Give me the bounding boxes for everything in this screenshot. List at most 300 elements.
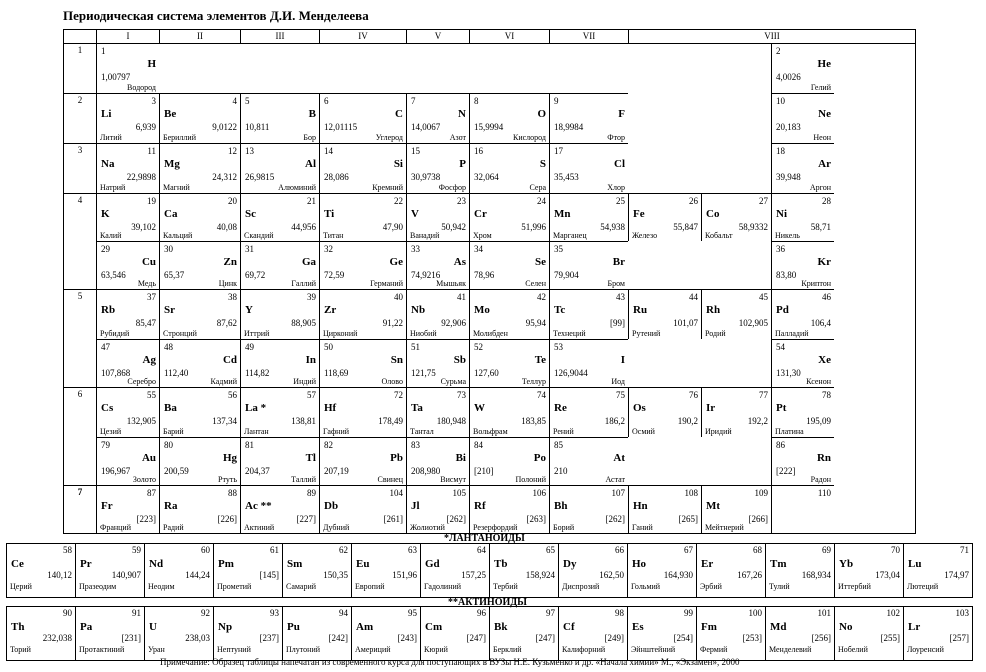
element-symbol: Ar	[818, 158, 831, 170]
atomic-number: 52	[474, 342, 483, 352]
atomic-number: 50	[324, 342, 333, 352]
atomic-number: 88	[228, 488, 237, 498]
element-name: Вольфрам	[473, 427, 508, 436]
atomic-mass: 204,37	[245, 466, 270, 476]
element-symbol: Ru	[633, 304, 648, 316]
element-symbol: Pm	[218, 558, 234, 570]
period-label: 1	[77, 45, 83, 55]
element-name: Никель	[775, 231, 800, 240]
atomic-number: 6	[324, 96, 329, 106]
group-header-7: VII	[549, 29, 628, 43]
element-cell	[96, 193, 159, 241]
element-symbol: Bk	[494, 621, 508, 633]
atomic-number: 16	[474, 146, 483, 156]
element-name: Кюрий	[424, 645, 448, 654]
group-header-4: IV	[319, 29, 406, 43]
atomic-mass: 51,996	[521, 222, 546, 232]
element-cell	[628, 193, 701, 241]
atomic-mass: 78,96	[474, 270, 495, 280]
element-symbol: Yb	[839, 558, 854, 570]
element-cell	[771, 437, 834, 485]
atomic-number: 47	[101, 342, 110, 352]
element-cell	[549, 289, 628, 339]
element-name: Титан	[323, 231, 344, 240]
element-symbol: Rb	[101, 304, 116, 316]
element-name: Иод	[611, 377, 625, 386]
atomic-number: 51	[411, 342, 420, 352]
atomic-number: 1	[101, 46, 106, 56]
element-name: Тербий	[493, 582, 518, 591]
element-cell	[144, 543, 213, 598]
atomic-mass: 54,938	[600, 222, 625, 232]
element-name: Радон	[810, 475, 831, 484]
atomic-number: 4	[232, 96, 237, 106]
element-symbol: Ta	[411, 402, 423, 414]
element-cell	[696, 543, 765, 598]
element-name: Селен	[525, 279, 546, 288]
element-symbol: Sn	[390, 354, 403, 366]
element-symbol: F	[618, 108, 625, 120]
element-cell	[351, 606, 420, 661]
atomic-number: 103	[955, 608, 969, 618]
atomic-mass: 92,906	[441, 318, 466, 328]
element-name: Технеций	[553, 329, 586, 338]
element-name: Водород	[126, 83, 156, 92]
element-cell	[469, 339, 549, 387]
element-name: Ганий	[632, 523, 653, 532]
element-symbol: Be	[164, 108, 177, 120]
element-cell	[469, 143, 549, 193]
element-cell	[213, 606, 282, 661]
atomic-mass: 20,183	[776, 122, 801, 132]
atomic-mass: [265]	[678, 514, 698, 524]
element-cell	[159, 193, 240, 241]
element-name: Гадолиний	[424, 582, 462, 591]
element-name: Алюминий	[278, 183, 316, 192]
element-cell	[549, 93, 628, 143]
atomic-mass: 195,09	[806, 416, 831, 426]
element-cell	[771, 289, 834, 339]
atomic-number: 58	[63, 545, 72, 555]
atomic-number: 18	[776, 146, 785, 156]
atomic-number: 85	[554, 440, 563, 450]
atomic-number: 34	[474, 244, 483, 254]
atomic-number: 40	[394, 292, 403, 302]
element-symbol: Sr	[164, 304, 175, 316]
element-cell	[240, 143, 319, 193]
element-symbol: Hn	[633, 500, 648, 512]
atomic-number: 108	[684, 488, 698, 498]
element-name: Мышьяк	[436, 279, 466, 288]
atomic-number: 7	[411, 96, 416, 106]
atomic-mass: 173,04	[875, 570, 900, 580]
atomic-number: 44	[689, 292, 698, 302]
atomic-mass: 121,75	[411, 368, 436, 378]
triad-right-border	[915, 387, 916, 437]
atomic-mass: 22,9898	[126, 172, 156, 182]
element-symbol: Se	[535, 256, 546, 268]
atomic-mass: 132,905	[126, 416, 156, 426]
atomic-mass: 58,9332	[738, 222, 768, 232]
atomic-number: 65	[546, 545, 555, 555]
element-name: Ксенон	[806, 377, 831, 386]
atomic-number: 54	[776, 342, 785, 352]
element-cell	[549, 339, 628, 387]
element-name: Гелий	[810, 83, 831, 92]
period-label: 2	[77, 95, 83, 105]
atomic-mass: 35,453	[554, 172, 579, 182]
atomic-number: 92	[201, 608, 210, 618]
element-cell	[282, 606, 351, 661]
element-symbol: Ce	[11, 558, 24, 570]
element-symbol: Fm	[701, 621, 717, 633]
element-cell	[549, 143, 628, 193]
element-cell	[159, 387, 240, 437]
element-cell	[144, 606, 213, 661]
atomic-number: 62	[339, 545, 348, 555]
element-cell	[75, 606, 144, 661]
element-cell	[701, 289, 771, 339]
element-symbol: Os	[633, 402, 646, 414]
atomic-mass: 88,905	[291, 318, 316, 328]
atomic-number: 20	[228, 196, 237, 206]
element-cell	[75, 543, 144, 598]
element-name: Лютеций	[907, 582, 939, 591]
element-cell	[771, 93, 834, 143]
period-label: 4	[77, 195, 83, 205]
element-symbol: La *	[245, 402, 267, 414]
element-cell	[628, 485, 701, 533]
atomic-mass: [242]	[328, 633, 348, 643]
element-symbol: Sb	[453, 354, 466, 366]
atomic-number: 64	[477, 545, 486, 555]
element-name: Рутений	[632, 329, 661, 338]
element-name: Плутоний	[286, 645, 321, 654]
atomic-number: 45	[759, 292, 768, 302]
atomic-number: 26	[689, 196, 698, 206]
element-name: Ниобий	[410, 329, 437, 338]
element-symbol: Zr	[324, 304, 337, 316]
element-name: Осмий	[632, 427, 655, 436]
atomic-number: 72	[394, 390, 403, 400]
atomic-number: 69	[822, 545, 831, 555]
element-symbol: Au	[141, 452, 156, 464]
atomic-number: 42	[537, 292, 546, 302]
element-symbol: N	[458, 108, 466, 120]
period-divider	[63, 93, 97, 94]
atomic-mass: [262]	[605, 514, 625, 524]
element-name: Эрбий	[700, 582, 722, 591]
atomic-mass: 58,71	[810, 222, 831, 232]
element-symbol: Mt	[706, 500, 721, 512]
element-cell	[771, 339, 834, 387]
atomic-number: 75	[616, 390, 625, 400]
element-cell	[319, 387, 406, 437]
element-name: Калий	[100, 231, 122, 240]
element-name: Неодим	[148, 582, 175, 591]
element-symbol: U	[149, 621, 157, 633]
element-name: Галлий	[291, 279, 316, 288]
element-symbol: Cs	[101, 402, 114, 414]
element-name: Франций	[100, 523, 131, 532]
element-name: Иттербий	[838, 582, 871, 591]
element-name: Берклий	[493, 645, 522, 654]
atomic-number: 39	[307, 292, 316, 302]
atomic-number: 97	[546, 608, 555, 618]
element-cell	[319, 437, 406, 485]
atomic-number: 81	[245, 440, 254, 450]
element-symbol: O	[537, 108, 546, 120]
atomic-mass: 167,26	[737, 570, 762, 580]
atomic-mass: 30,9738	[411, 172, 441, 182]
element-name: Литий	[100, 133, 122, 142]
element-cell	[240, 93, 319, 143]
element-name: Самарий	[286, 582, 317, 591]
atomic-mass: [262]	[446, 514, 466, 524]
element-cell	[903, 543, 972, 598]
atomic-mass: 83,80	[776, 270, 797, 280]
element-name: Америций	[355, 645, 391, 654]
element-symbol: Mo	[474, 304, 490, 316]
atomic-mass: 140,12	[47, 570, 72, 580]
element-cell	[159, 437, 240, 485]
element-name: Золото	[132, 475, 156, 484]
element-symbol: Lr	[908, 621, 921, 633]
element-symbol: Nd	[149, 558, 164, 570]
element-cell	[319, 485, 406, 533]
atomic-mass: 24,312	[212, 172, 237, 182]
atomic-number: 5	[245, 96, 250, 106]
element-cell	[701, 193, 771, 241]
element-cell	[96, 143, 159, 193]
atomic-number: 36	[776, 244, 785, 254]
element-name: Церий	[10, 582, 32, 591]
element-cell	[549, 241, 628, 289]
atomic-mass: [99]	[610, 318, 625, 328]
element-symbol: Cm	[425, 621, 443, 633]
atomic-number: 100	[748, 608, 762, 618]
atomic-number: 2	[776, 46, 781, 56]
element-cell	[159, 339, 240, 387]
element-name: Палладий	[775, 329, 809, 338]
element-symbol: Eu	[356, 558, 370, 570]
period-label: 7	[77, 487, 83, 497]
atomic-number: 99	[684, 608, 693, 618]
atomic-mass: 72,59	[324, 270, 345, 280]
atomic-number: 30	[164, 244, 173, 254]
element-cell	[159, 241, 240, 289]
element-cell	[469, 241, 549, 289]
element-symbol: Rh	[706, 304, 721, 316]
element-cell	[240, 437, 319, 485]
atomic-mass: 101,07	[673, 318, 698, 328]
atomic-number: 90	[63, 608, 72, 618]
atomic-number: 8	[474, 96, 479, 106]
lanthanides-heading: *ЛАНТАНОИДЫ	[444, 533, 525, 544]
element-name: Калифорний	[562, 645, 606, 654]
atomic-mass: 69,72	[245, 270, 266, 280]
atomic-number: 87	[147, 488, 156, 498]
atomic-mass: [256]	[811, 633, 831, 643]
atomic-number: 84	[474, 440, 483, 450]
element-symbol: Bi	[455, 452, 466, 464]
element-cell	[6, 606, 75, 661]
period-label: 3	[77, 145, 83, 155]
triad-right-border	[915, 193, 916, 241]
atomic-mass: 138,81	[291, 416, 316, 426]
period-divider	[63, 143, 97, 144]
element-cell	[96, 93, 159, 143]
element-name: Иттрий	[244, 329, 270, 338]
element-symbol: No	[839, 621, 853, 633]
element-cell	[406, 289, 469, 339]
element-symbol: In	[305, 354, 316, 366]
element-name: Прометий	[217, 582, 252, 591]
element-name: Ванадий	[410, 231, 440, 240]
element-cell	[240, 339, 319, 387]
element-cell	[406, 387, 469, 437]
atomic-number: 83	[411, 440, 420, 450]
atomic-mass: 12,01115	[324, 122, 358, 132]
element-symbol: S	[539, 158, 546, 170]
element-symbol: Tm	[770, 558, 787, 570]
element-name: Ртуть	[218, 475, 237, 484]
atomic-number: 91	[132, 608, 141, 618]
atomic-mass: 15,9994	[474, 122, 504, 132]
atomic-mass: 168,934	[801, 570, 831, 580]
element-cell	[469, 437, 549, 485]
element-symbol: Xe	[818, 354, 831, 366]
atomic-number: 11	[147, 146, 156, 156]
atomic-mass: 140,907	[111, 570, 141, 580]
period-label: 6	[77, 389, 83, 399]
atomic-mass: 131,30	[776, 368, 801, 378]
element-symbol: W	[474, 402, 485, 414]
atomic-mass: 79,904	[554, 270, 579, 280]
element-symbol: Ac **	[245, 500, 272, 512]
element-cell	[765, 543, 834, 598]
element-symbol: Cd	[222, 354, 237, 366]
atomic-mass: 112,40	[164, 368, 189, 378]
element-symbol: Ag	[142, 354, 156, 366]
atomic-number: 80	[164, 440, 173, 450]
atomic-number: 89	[307, 488, 316, 498]
element-symbol: Cr	[474, 208, 487, 220]
atomic-mass: 210	[554, 466, 568, 476]
element-name: Натрий	[100, 183, 126, 192]
group-header-1: I	[96, 29, 159, 43]
element-cell	[549, 437, 628, 485]
element-symbol: Am	[356, 621, 374, 633]
atomic-mass: 26,9815	[245, 172, 275, 182]
element-cell	[319, 339, 406, 387]
atomic-mass: 28,086	[324, 172, 349, 182]
atomic-mass: 158,924	[525, 570, 555, 580]
element-symbol: Ba	[164, 402, 177, 414]
element-name: Индий	[293, 377, 316, 386]
element-symbol: Np	[218, 621, 233, 633]
period-divider	[63, 387, 97, 388]
atomic-mass: 87,62	[216, 318, 237, 328]
element-cell	[159, 289, 240, 339]
atomic-mass: 47,90	[382, 222, 403, 232]
element-name: Лантан	[244, 427, 269, 436]
period-divider	[63, 289, 97, 290]
atomic-mass: 107,868	[101, 368, 131, 378]
element-cell	[406, 339, 469, 387]
element-symbol: Rn	[816, 452, 831, 464]
atomic-number: 78	[822, 390, 831, 400]
element-symbol: Er	[701, 558, 714, 570]
element-cell	[903, 606, 972, 661]
element-name: Железо	[632, 231, 658, 240]
atomic-number: 21	[307, 196, 316, 206]
atomic-mass: 102,905	[738, 318, 768, 328]
atomic-number: 28	[822, 196, 831, 206]
atomic-mass: 40,08	[216, 222, 237, 232]
element-cell	[159, 93, 240, 143]
element-name: Германий	[370, 279, 403, 288]
element-name: Рений	[553, 427, 574, 436]
atomic-mass: [261]	[383, 514, 403, 524]
element-name: Нобелий	[838, 645, 868, 654]
atomic-mass: 50,942	[441, 222, 466, 232]
element-name: Сурьма	[440, 377, 466, 386]
element-name: Менделевий	[769, 645, 812, 654]
element-symbol: Te	[534, 354, 546, 366]
element-symbol: Lu	[908, 558, 922, 570]
atomic-mass: 150,35	[323, 570, 348, 580]
atomic-mass: 174,97	[944, 570, 969, 580]
atomic-mass: 55,847	[673, 222, 698, 232]
element-name: Свинец	[377, 475, 403, 484]
element-cell	[6, 543, 75, 598]
atomic-number: 101	[817, 608, 831, 618]
element-name: Серебро	[127, 377, 156, 386]
element-name: Гольмий	[631, 582, 661, 591]
element-cell	[96, 43, 159, 93]
atomic-mass: 192,2	[747, 416, 768, 426]
element-symbol: Db	[324, 500, 339, 512]
element-name: Цинк	[218, 279, 237, 288]
atomic-number: 77	[759, 390, 768, 400]
element-symbol: Fe	[633, 208, 645, 220]
atomic-number: 46	[822, 292, 831, 302]
atomic-mass: [227]	[296, 514, 316, 524]
element-symbol: Ra	[164, 500, 178, 512]
element-name: Стронций	[163, 329, 197, 338]
group-header-6: VI	[469, 29, 549, 43]
element-name: Марганец	[553, 231, 587, 240]
atomic-number: 60	[201, 545, 210, 555]
element-symbol: Pr	[80, 558, 92, 570]
element-cell	[96, 241, 159, 289]
period-divider	[63, 193, 97, 194]
atomic-mass: 137,34	[212, 416, 237, 426]
element-name: Празеодим	[79, 582, 117, 591]
atomic-mass: 180,948	[436, 416, 466, 426]
atomic-number: 32	[324, 244, 333, 254]
element-symbol: Nb	[411, 304, 426, 316]
element-cell	[319, 93, 406, 143]
element-cell	[319, 241, 406, 289]
atomic-number: 31	[245, 244, 254, 254]
element-name: Мейтнерий	[705, 523, 744, 532]
element-symbol: Ne	[818, 108, 831, 120]
atomic-number: 104	[389, 488, 403, 498]
element-cell	[406, 193, 469, 241]
element-name: Тулий	[769, 582, 790, 591]
